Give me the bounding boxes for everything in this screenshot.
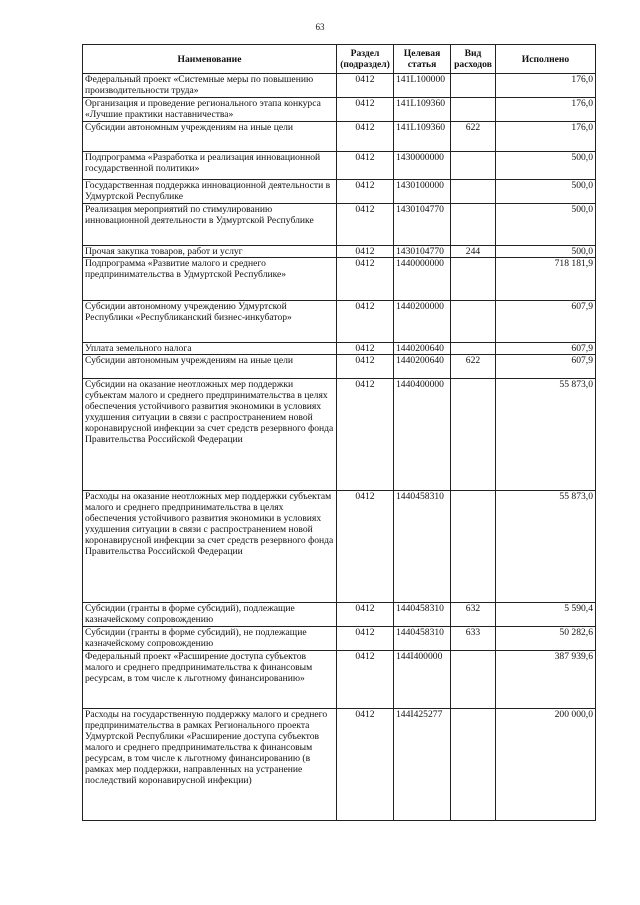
cell-type [451,491,496,603]
cell-target: 1430104770 [394,246,451,258]
cell-section: 0412 [337,180,394,204]
table-row [83,74,596,98]
cell-amount: 500,0 [496,204,596,246]
cell-section: 0412 [337,627,394,651]
cell-amount: 200 000,0 [496,709,596,821]
cell-target: 1440200640 [394,343,451,355]
table-row [83,98,596,122]
table-row [83,379,596,491]
table-row [83,258,596,301]
cell-section: 0412 [337,603,394,627]
cell-type: 244 [451,246,496,258]
cell-name: Субсидии автономным учреждениям на иные цели [83,122,337,152]
cell-name: Реализация мероприятий по стимулированию инновационной деятельности в Удмуртской Республике [83,204,337,246]
cell-target: 1440000000 [394,258,451,301]
cell-type: 633 [451,627,496,651]
cell-type [451,709,496,821]
table-row [83,651,596,709]
cell-section: 0412 [337,152,394,180]
cell-amount: 55 873,0 [496,379,596,491]
cell-section: 0412 [337,258,394,301]
cell-section: 0412 [337,98,394,122]
cell-name: Субсидии (гранты в форме субсидий), подлежащие казначейскому сопровождению [83,603,337,627]
header-name: Наименование [83,45,337,74]
cell-target: 1440458310 [394,627,451,651]
table-row [83,355,596,379]
cell-target: 141L109360 [394,122,451,152]
cell-amount: 607,9 [496,301,596,343]
cell-name: Прочая закупка товаров, работ и услуг [83,246,337,258]
cell-name: Расходы на оказание неотложных мер поддержки субъектам малого и среднего предпринимательства в целях обеспечения устойчивого развития экономики в условиях ухудшения ситуации в связи с распространением новой коронавирусной инфекции за счет средств резервного фонда Правительства Российской Федерации [83,491,337,603]
cell-target: 1440200000 [394,301,451,343]
header-type: Вид расходов [451,45,496,74]
cell-section: 0412 [337,355,394,379]
cell-section: 0412 [337,246,394,258]
cell-type [451,301,496,343]
cell-name: Субсидии (гранты в форме субсидий), не подлежащие казначейскому сопровождению [83,627,337,651]
cell-amount: 607,9 [496,355,596,379]
table-row [83,180,596,204]
cell-section: 0412 [337,343,394,355]
table-row [83,491,596,603]
cell-section: 0412 [337,379,394,491]
cell-target: 1430000000 [394,152,451,180]
cell-name: Расходы на государственную поддержку малого и среднего предпринимательства в рамках Регионального проекта Удмуртской Республики «Расширение доступа субъектов малого и среднего предпринимательства к финансовым ресурсам, в том числе к льготному финансированию (в рамках мер поддержки, направленных на устранение последствий коронавирусной инфекции) [83,709,337,821]
cell-name: Подпрограмма «Разработка и реализация инновационной государственной политики» [83,152,337,180]
cell-amount: 176,0 [496,74,596,98]
cell-type: 622 [451,355,496,379]
cell-name: Уплата земельного налога [83,343,337,355]
table-row [83,709,596,821]
table-row [83,301,596,343]
cell-target: 144I400000 [394,651,451,709]
table-row [83,122,596,152]
cell-amount: 5 590,4 [496,603,596,627]
table-row [83,246,596,258]
cell-amount: 718 181,9 [496,258,596,301]
cell-name: Подпрограмма «Развитие малого и среднего предпринимательства в Удмуртской Республике» [83,258,337,301]
cell-type [451,379,496,491]
table-header-row [83,45,596,74]
cell-amount: 500,0 [496,152,596,180]
cell-target: 141L109360 [394,98,451,122]
cell-name: Субсидии на оказание неотложных мер поддержки субъектам малого и среднего предпринимательства в целях обеспечения устойчивого развития экономики в условиях ухудшения ситуации в связи с распространением новой коронавирусной инфекции за счет средств резервного фонда Правительства Российской Федерации [83,379,337,491]
cell-amount: 387 939,6 [496,651,596,709]
cell-target: 1440200640 [394,355,451,379]
cell-name: Государственная поддержка инновационной деятельности в Удмуртской Республике [83,180,337,204]
cell-type [451,651,496,709]
cell-name: Субсидии автономному учреждению Удмуртской Республики «Республиканский бизнес-инкубатор» [83,301,337,343]
cell-target: 144I425277 [394,709,451,821]
cell-target: 1440458310 [394,491,451,603]
cell-section: 0412 [337,301,394,343]
header-section: Раздел (подраздел) [337,45,394,74]
table-row [83,627,596,651]
header-target: Целевая статья [394,45,451,74]
budget-execution-table [82,44,596,821]
cell-target: 1430104770 [394,204,451,246]
cell-type [451,343,496,355]
cell-amount: 176,0 [496,122,596,152]
cell-type [451,180,496,204]
table-row [83,603,596,627]
cell-amount: 607,9 [496,343,596,355]
page-number: 63 [315,22,325,32]
cell-type [451,258,496,301]
cell-type [451,204,496,246]
cell-name: Федеральный проект «Расширение доступа субъектов малого и среднего предпринимательства к финансовым ресурсам, в том числе к льготному финансированию» [83,651,337,709]
cell-section: 0412 [337,651,394,709]
cell-section: 0412 [337,491,394,603]
cell-name: Федеральный проект «Системные меры по повышению производительности труда» [83,74,337,98]
cell-amount: 500,0 [496,180,596,204]
cell-amount: 176,0 [496,98,596,122]
cell-type [451,152,496,180]
cell-section: 0412 [337,74,394,98]
cell-target: 1430100000 [394,180,451,204]
cell-amount: 50 282,6 [496,627,596,651]
table-row [83,343,596,355]
cell-type: 632 [451,603,496,627]
header-amount: Исполнено [496,45,596,74]
cell-target: 1440458310 [394,603,451,627]
cell-target: 141L100000 [394,74,451,98]
cell-amount: 55 873,0 [496,491,596,603]
cell-name: Субсидии автономным учреждениям на иные цели [83,355,337,379]
cell-type [451,98,496,122]
cell-section: 0412 [337,709,394,821]
cell-type: 622 [451,122,496,152]
table-row [83,204,596,246]
cell-type [451,74,496,98]
cell-amount: 500,0 [496,246,596,258]
cell-section: 0412 [337,204,394,246]
cell-target: 1440400000 [394,379,451,491]
table-row [83,152,596,180]
cell-name: Организация и проведение регионального этапа конкурса «Лучшие практики наставничества» [83,98,337,122]
cell-section: 0412 [337,122,394,152]
